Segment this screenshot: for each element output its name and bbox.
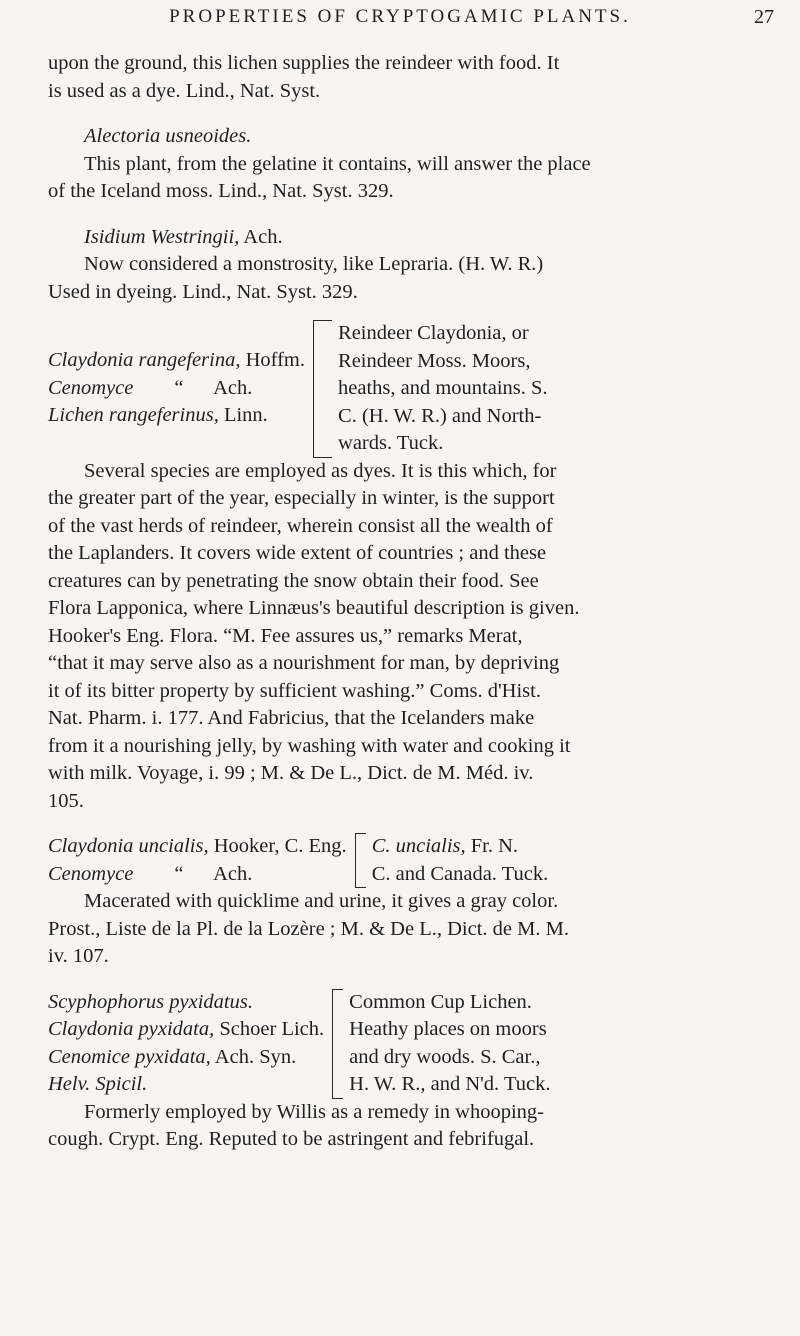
running-head: PROPERTIES OF CRYPTOGAMIC PLANTS. — [169, 6, 631, 27]
species-name: Cenomyce — [48, 376, 134, 399]
text-line: of the vast herds of reindeer, wherein consist all the wealth of — [48, 514, 553, 537]
text-line: Flora Lapponica, where Linnæus's beautiful description is given. — [48, 597, 580, 619]
species-author: “ Ach. — [133, 862, 253, 885]
habitat-line: Heathy places on moors — [349, 1018, 547, 1040]
text-line: This plant, from the gelatine it contains, will answer the place — [84, 152, 591, 175]
text-line: Used in dyeing. Lind., Nat. Syst. 329. — [48, 280, 358, 303]
page-number: 27 — [754, 6, 774, 28]
synonym-line — [48, 402, 305, 430]
entry-isidium — [48, 224, 768, 307]
synonym-line — [48, 833, 347, 861]
synonym-line — [48, 1071, 324, 1099]
habitat-line — [372, 833, 768, 861]
common-name-habitat — [349, 989, 768, 1099]
common-name-habitat — [338, 320, 768, 458]
entry-pyxidatus — [48, 989, 768, 1154]
brace-bracket — [355, 833, 366, 888]
entry-paragraph — [48, 888, 768, 971]
habitat-line: Common Cup Lichen. — [349, 990, 532, 1013]
species-name: Scyphophorus pyxidatus. — [48, 990, 253, 1013]
species-name: Cenomice pyxidata, — [48, 1045, 211, 1068]
synonym-line — [48, 375, 305, 403]
text-line: “that it may serve also as a nourishment for man, by depriving — [48, 652, 560, 674]
species-author: Ach. Syn. — [210, 1045, 297, 1068]
intro-paragraph — [48, 50, 768, 105]
text-line: with milk. Voyage, i. 99 ; M. & De L., Dict. de M. Méd. iv. — [48, 762, 534, 784]
species-name: C. uncialis, — [371, 835, 466, 857]
species-author: Ach. — [239, 225, 283, 248]
habitat-line: Reindeer Claydonia, or — [338, 322, 529, 344]
text-line: Nat. Pharm. i. 177. And Fabricius, that the Icelanders make — [48, 707, 535, 729]
text-line: the Laplanders. It covers wide extent of countries ; and these — [48, 542, 547, 564]
species-author: Hoffm. — [240, 349, 306, 371]
text-line: Prost., Liste de la Pl. de la Lozère ; M. & De L., Dict. de M. M. — [48, 917, 569, 940]
text-line: of the Iceland moss. Lind., Nat. Syst. 329. — [48, 180, 394, 202]
species-author: Schoer Lich. — [214, 1018, 325, 1040]
page-body — [48, 50, 768, 1154]
species-name: Cenomyce — [48, 862, 134, 885]
text-line: the greater part of the year, especially in winter, is the support — [48, 487, 555, 509]
page-header — [0, 6, 800, 36]
synonym-line — [48, 1016, 324, 1044]
text-line: from it a nourishing jelly, by washing with water and cooking it — [48, 734, 571, 757]
brace-bracket — [332, 989, 343, 1099]
synonym-names — [48, 989, 324, 1099]
species-name: Claydonia pyxidata, — [48, 1018, 215, 1040]
text-line: iv. 107. — [48, 945, 109, 967]
habitat-line: Reindeer Moss. Moors, — [338, 349, 531, 372]
text-line: upon the ground, this lichen supplies the reindeer with food. It — [48, 52, 560, 74]
habitat-line: and dry woods. S. Car., — [349, 1045, 541, 1068]
text-line: Formerly employed by Willis as a remedy in whooping- — [84, 1100, 544, 1123]
species-name: Lichen rangeferinus, — [48, 404, 219, 426]
entry-paragraph — [48, 458, 768, 816]
text-line: it of its bitter property by sufficient washing.” Coms. d'Hist. — [48, 679, 541, 702]
text-line: Several species are employed as dyes. It is this which, for — [84, 459, 557, 482]
synonymy-block — [48, 989, 768, 1099]
habitat-line: H. W. R., and N'd. Tuck. — [349, 1073, 551, 1095]
synonymy-block — [48, 833, 768, 888]
species-name: Claydonia uncialis, — [48, 835, 209, 857]
text-line: creatures can by penetrating the snow obtain their food. See — [48, 569, 539, 592]
entry-uncialis — [48, 833, 768, 971]
species-name: Alectoria usneoides. — [84, 125, 252, 147]
habitat-text: Fr. N. — [465, 835, 519, 857]
synonymy-block — [48, 320, 768, 458]
species-name: Isidium Westringii, — [84, 225, 240, 248]
text-line: Hooker's Eng. Flora. “M. Fee assures us,” remarks Merat, — [48, 624, 523, 647]
habitat-line: C. (H. W. R.) and North- — [338, 404, 542, 427]
species-author: “ Ach. — [133, 376, 253, 399]
synonym-names — [48, 320, 305, 430]
brace-bracket — [313, 320, 332, 458]
species-author: Linn. — [218, 404, 268, 426]
entry-alectoria — [48, 123, 768, 206]
species-heading — [48, 224, 768, 252]
species-name: Claydonia rangeferina, — [48, 349, 241, 371]
synonym-line — [48, 989, 324, 1017]
text-line: Macerated with quicklime and urine, it gives a gray color. — [84, 890, 559, 912]
habitat-line: C. and Canada. Tuck. — [371, 862, 549, 885]
text-line: cough. Crypt. Eng. Reputed to be astringent and febrifugal. — [48, 1128, 535, 1150]
habitat-line: heaths, and mountains. S. — [338, 377, 548, 399]
text-line: Now considered a monstrosity, like Lepraria. (H. W. R.) — [84, 253, 544, 275]
entry-rangiferina — [48, 320, 768, 815]
species-name: Helv. Spicil. — [48, 1073, 148, 1095]
text-line: is used as a dye. Lind., Nat. Syst. — [48, 79, 321, 102]
synonym-line — [48, 861, 347, 889]
text-line: 105. — [48, 789, 84, 812]
common-name-habitat — [372, 833, 768, 888]
synonym-names — [48, 833, 347, 888]
synonym-line — [48, 347, 305, 375]
synonym-line — [48, 1044, 324, 1072]
habitat-line: wards. Tuck. — [338, 432, 444, 454]
entry-paragraph — [48, 1099, 768, 1154]
species-author: Hooker, C. Eng. — [208, 835, 347, 857]
